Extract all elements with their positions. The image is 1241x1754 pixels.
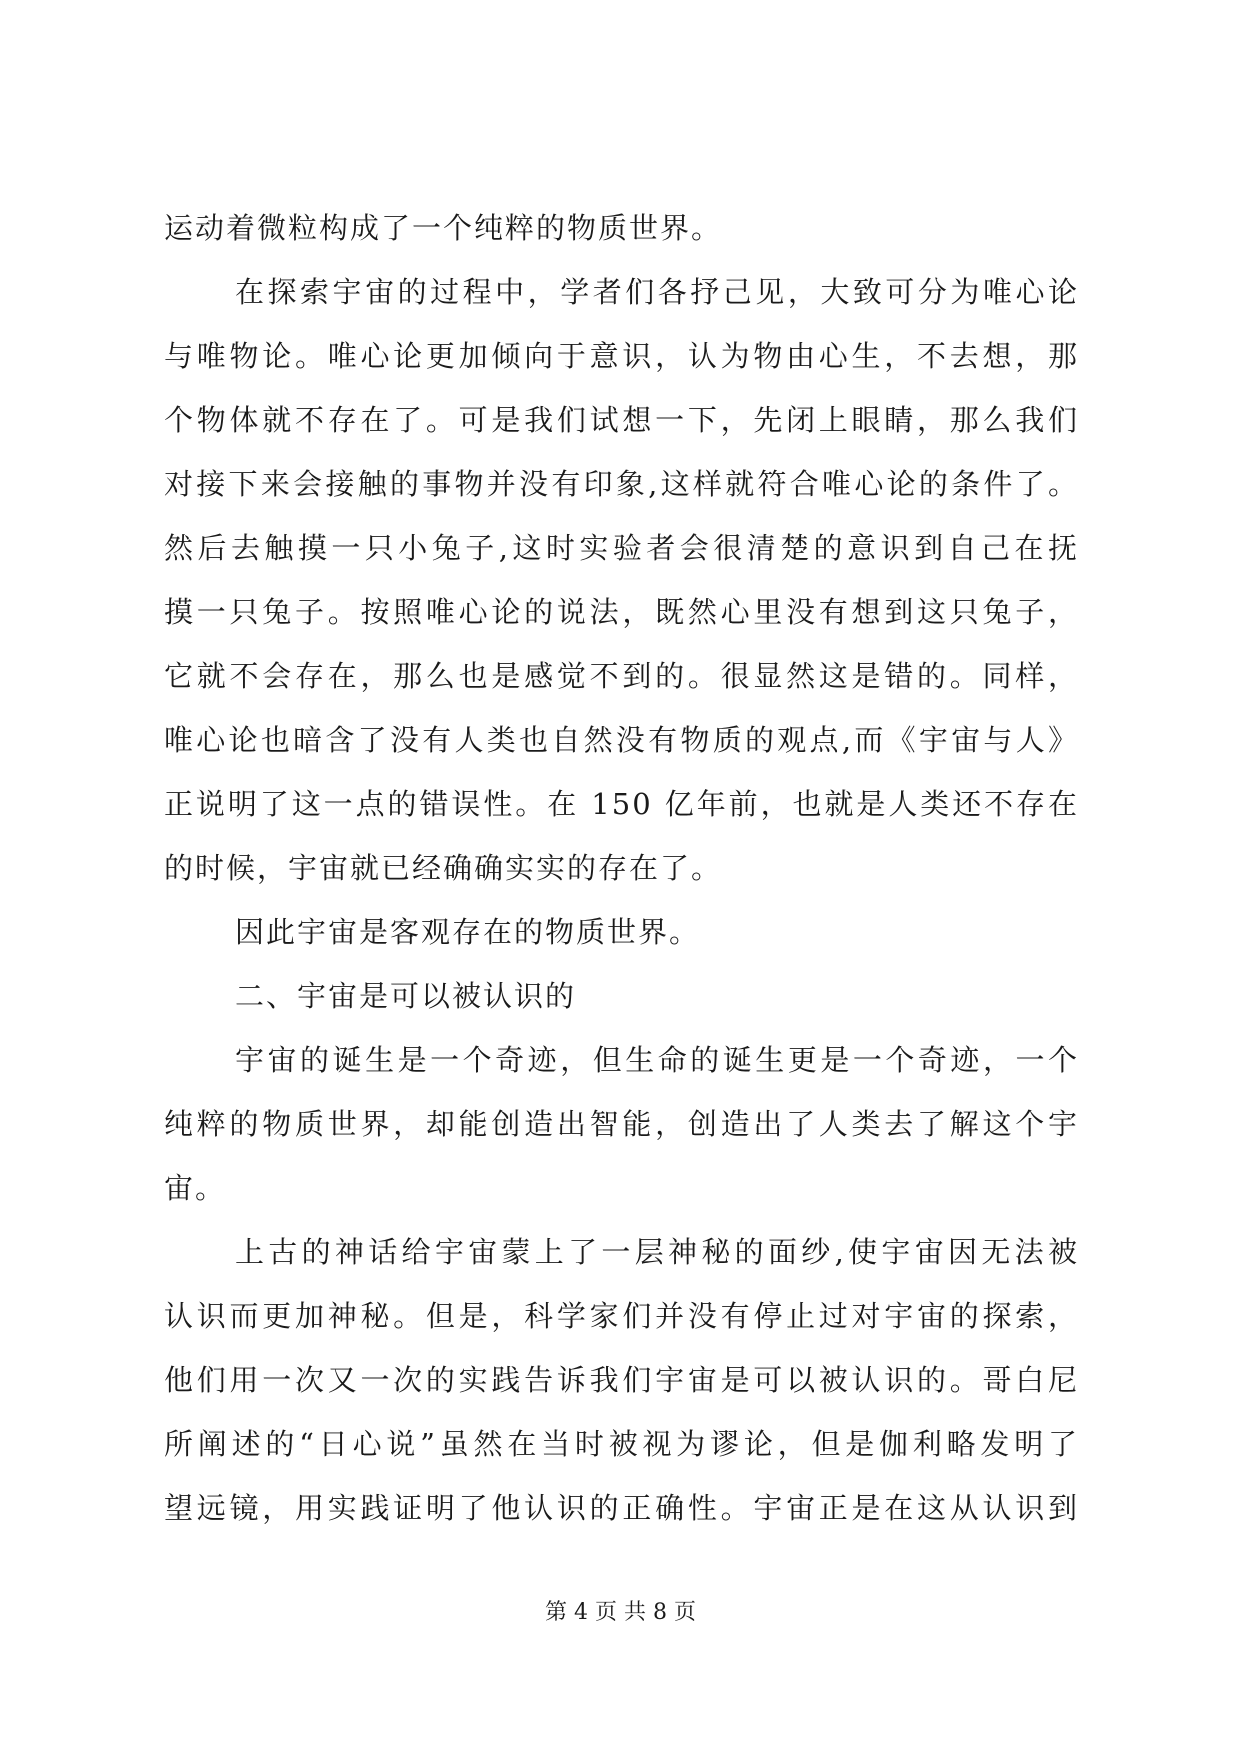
text-line: 与唯物论。唯心论更加倾向于意识，认为物由心生，不去想，那	[164, 339, 1079, 373]
text-line: 宙。	[164, 1171, 227, 1205]
paragraph-first-line: 宇宙的诞生是一个奇迹，但生命的诞生更是一个奇迹，一个	[235, 1043, 1079, 1077]
paragraph-first-line: 因此宇宙是客观存在的物质世界。	[235, 915, 701, 949]
text-line: 纯粹的物质世界，却能创造出智能，创造出了人类去了解这个宇	[164, 1107, 1079, 1141]
text-line: 所阐述的“日心说”虽然在当时被视为谬论，但是伽利略发明了	[164, 1427, 1079, 1461]
document-body	[164, 196, 1079, 1540]
page-number-footer: 第 4 页 共 8 页	[545, 1600, 696, 1625]
paragraph-first-line: 在探索宇宙的过程中，学者们各抒己见，大致可分为唯心论	[235, 275, 1079, 309]
text-line: 的时候，宇宙就已经确确实实的存在了。	[164, 851, 723, 885]
text-line: 正说明了这一点的错误性。在 150 亿年前，也就是人类还不存在	[164, 787, 1079, 821]
text-line: 它就不会存在，那么也是感觉不到的。很显然这是错的。同样，	[164, 659, 1079, 693]
paragraph-first-line: 上古的神话给宇宙蒙上了一层神秘的面纱,使宇宙因无法被	[235, 1235, 1079, 1269]
text-line: 对接下来会接触的事物并没有印象,这样就符合唯心论的条件了。	[164, 467, 1079, 501]
text-line: 他们用一次又一次的实践告诉我们宇宙是可以被认识的。哥白尼	[164, 1363, 1079, 1397]
text-line: 唯心论也暗含了没有人类也自然没有物质的观点,而《宇宙与人》	[164, 723, 1079, 757]
text-line: 认识而更加神秘。但是，科学家们并没有停止过对宇宙的探索，	[164, 1299, 1079, 1333]
text-line: 摸一只兔子。按照唯心论的说法，既然心里没有想到这只兔子，	[164, 595, 1079, 629]
text-line: 运动着微粒构成了一个纯粹的物质世界。	[164, 211, 723, 245]
section-heading: 二、宇宙是可以被认识的	[235, 979, 577, 1013]
text-line: 然后去触摸一只小兔子,这时实验者会很清楚的意识到自己在抚	[164, 531, 1079, 565]
text-line: 个物体就不存在了。可是我们试想一下，先闭上眼睛，那么我们	[164, 403, 1079, 437]
text-line: 望远镜，用实践证明了他认识的正确性。宇宙正是在这从认识到	[164, 1491, 1079, 1525]
